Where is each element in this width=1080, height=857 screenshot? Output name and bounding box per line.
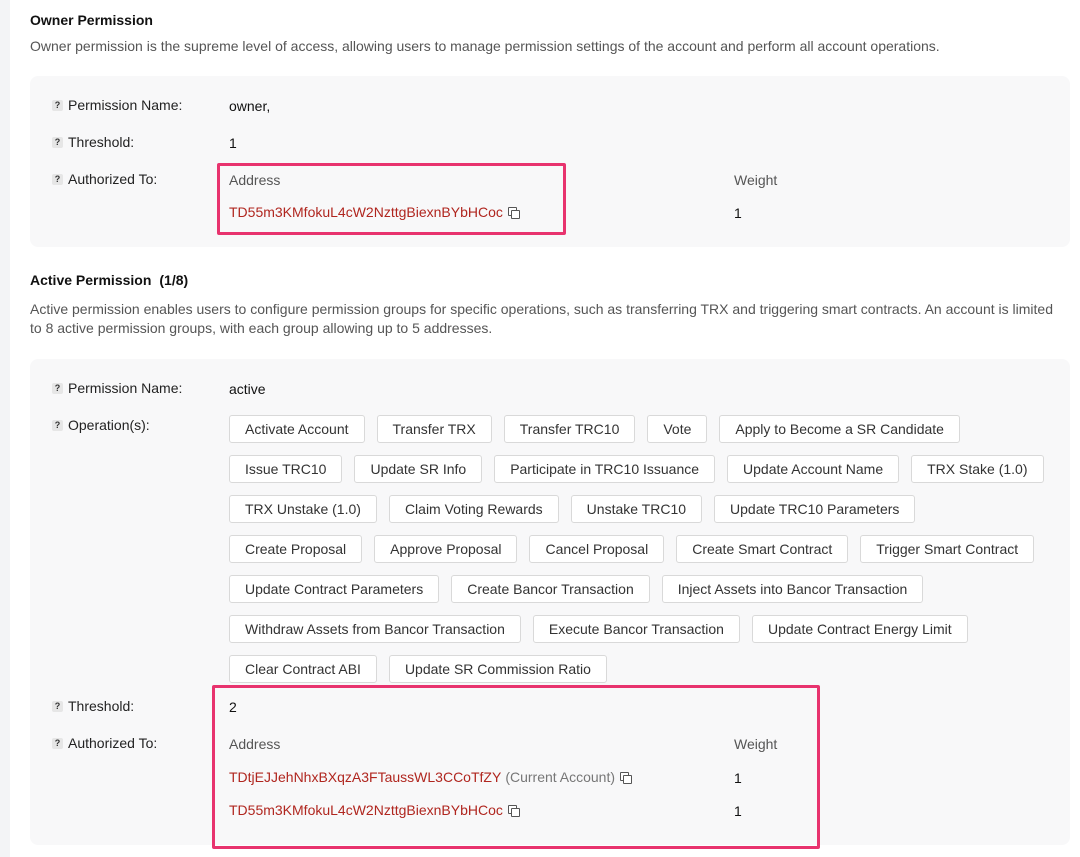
owner-permission-name-value: owner, [229,98,271,114]
operation-tag: Cancel Proposal [529,535,664,563]
operation-tag: Update SR Info [354,455,482,483]
active-permission-description: Active permission enables users to configure permission groups for specific operations, such as transferring TRX and triggering smart contracts. An account is limited to 8 active permission groups, with each group allowing up to 5 addresses. [30,301,1053,336]
operation-tag: Vote [647,415,707,443]
operation-tag: Participate in TRC10 Issuance [494,455,715,483]
operation-tag: Transfer TRX [377,415,492,443]
question-mark-icon[interactable]: ? [52,738,63,749]
operation-tag: Create Smart Contract [676,535,848,563]
operation-tag: Update Account Name [727,455,899,483]
question-mark-icon[interactable]: ? [52,137,63,148]
address-link[interactable]: TDtjEJJehNhxBXqzA3FTaussWL3CCoTfZY [229,769,502,785]
operation-tag: Claim Voting Rewards [389,495,559,523]
operations-tag-list [229,415,1059,683]
copy-icon[interactable] [508,805,519,816]
owner-threshold-value: 1 [229,135,237,151]
operation-tag: Withdraw Assets from Bancor Transaction [229,615,521,643]
owner-permission-title: Owner Permission [30,12,153,28]
operation-tag: Create Bancor Transaction [451,575,650,603]
operation-tag: Create Proposal [229,535,362,563]
question-mark-icon[interactable]: ? [52,100,63,111]
label-text: Threshold: [68,134,135,150]
operation-tag: TRX Unstake (1.0) [229,495,377,523]
owner-threshold-label [52,134,134,150]
copy-icon[interactable] [620,772,631,783]
question-mark-icon[interactable]: ? [52,174,63,185]
owner-address-row-1[interactable] [229,204,519,220]
label-text: Permission Name: [68,380,183,396]
active-permission-title [30,272,188,288]
operation-tag: Unstake TRC10 [571,495,702,523]
owner-weight-header: Weight [734,172,778,188]
owner-address-header: Address [229,172,281,188]
active-threshold-label [52,698,134,714]
label-text: Authorized To: [68,735,158,751]
operation-tag: Update Contract Energy Limit [752,615,968,643]
owner-weight-row-1: 1 [734,205,742,221]
active-operations-label [52,417,150,433]
active-address-header: Address [229,736,281,752]
address-link[interactable]: TD55m3KMfokuL4cW2NzttgBiexnBYbHCoc [229,204,503,220]
owner-permission-name-label [52,97,182,113]
label-text: Permission Name: [68,97,183,113]
label-text: Operation(s): [68,417,150,433]
active-permission-count: (1/8) [159,272,189,288]
active-threshold-value: 2 [229,699,237,715]
label-text: Threshold: [68,698,135,714]
operation-tag: Update TRC10 Parameters [714,495,915,523]
operation-tag: Inject Assets into Bancor Transaction [662,575,924,603]
left-strip [0,0,10,857]
address-link[interactable]: TD55m3KMfokuL4cW2NzttgBiexnBYbHCoc [229,802,503,818]
operation-tag: Update Contract Parameters [229,575,439,603]
copy-icon[interactable] [508,207,519,218]
current-account-note: (Current Account) [505,769,616,785]
active-authorized-label [52,735,157,751]
operation-tag: Clear Contract ABI [229,655,377,683]
operation-tag: TRX Stake (1.0) [911,455,1043,483]
active-weight-row-1: 1 [734,770,742,786]
active-address-row-2[interactable] [229,802,519,818]
question-mark-icon[interactable]: ? [52,420,63,431]
active-weight-header: Weight [734,736,778,752]
active-permission-name-label [52,380,182,396]
owner-permission-description: Owner permission is the supreme level of access, allowing users to manage permission settings of the account and perform all account operations. [30,38,940,54]
operation-tag: Trigger Smart Contract [860,535,1034,563]
active-permission-title-text: Active Permission [30,272,152,288]
operation-tag: Apply to Become a SR Candidate [719,415,960,443]
label-text: Authorized To: [68,171,158,187]
operation-tag: Update SR Commission Ratio [389,655,607,683]
question-mark-icon[interactable]: ? [52,383,63,394]
active-weight-row-2: 1 [734,803,742,819]
operation-tag: Execute Bancor Transaction [533,615,740,643]
owner-authorized-label [52,171,157,187]
active-permission-name-value: active [229,381,266,397]
owner-permission-panel [30,76,1070,247]
active-address-row-1[interactable] [229,769,631,785]
operation-tag: Issue TRC10 [229,455,342,483]
question-mark-icon[interactable]: ? [52,701,63,712]
operation-tag: Approve Proposal [374,535,517,563]
operation-tag: Transfer TRC10 [504,415,636,443]
operation-tag: Activate Account [229,415,365,443]
